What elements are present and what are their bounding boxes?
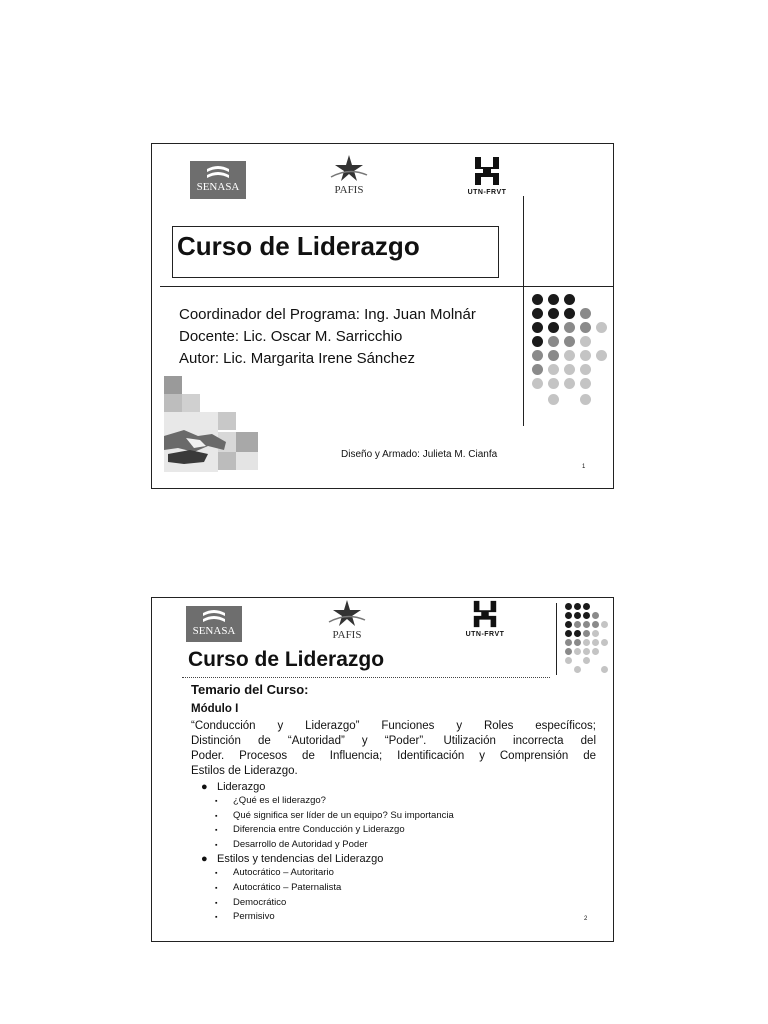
utn-mark-icon [472, 155, 502, 187]
senasa-logo [186, 606, 242, 642]
design-credit: Diseño y Armado: Julieta M. Cianfa [341, 449, 498, 460]
dot [580, 378, 591, 389]
utn-logo-text: UTN-FRVT [465, 631, 505, 638]
title-box [172, 226, 499, 278]
dot [548, 350, 559, 361]
dot [592, 648, 599, 655]
dot [565, 603, 572, 610]
dot [564, 294, 575, 305]
handshake-icon [164, 416, 230, 472]
dot [592, 630, 599, 637]
utn-mark-icon [471, 599, 499, 629]
handshake-mosaic-image [164, 376, 262, 474]
senasa-mark-icon [201, 609, 227, 625]
vertical-divider [523, 196, 524, 426]
paragraph-line: Poder. Procesos de Influencia; Identificación y Comprensión de [191, 750, 596, 762]
dot-grid-decoration [563, 603, 613, 673]
bullet-square-icon: ▪ [215, 899, 218, 907]
dot [580, 394, 591, 405]
dot [532, 294, 543, 305]
subtopic-list [201, 794, 596, 852]
list-item [191, 780, 596, 852]
dot [532, 336, 543, 347]
dot [583, 648, 590, 655]
dot-grid-decoration [530, 294, 610, 409]
list-item [215, 910, 596, 925]
dot [592, 639, 599, 646]
dot [548, 322, 559, 333]
dot [580, 364, 591, 375]
list-item [215, 881, 596, 896]
dot [564, 322, 575, 333]
dot [565, 621, 572, 628]
list-item [215, 896, 596, 911]
dot [583, 639, 590, 646]
slide-2 [151, 597, 614, 942]
dot [574, 612, 581, 619]
topic-label: Liderazgo [217, 781, 266, 793]
list-item [215, 809, 596, 824]
dot [548, 336, 559, 347]
senasa-logo-text: SENASA [192, 625, 236, 637]
dot [574, 630, 581, 637]
pafis-logo [314, 153, 384, 203]
dot [601, 639, 608, 646]
subtopic-label: Permisivo [233, 911, 275, 923]
module-description [191, 719, 596, 779]
dot [564, 350, 575, 361]
dot [580, 308, 591, 319]
pafis-logo-text: PAFIS [334, 184, 364, 196]
bullet-square-icon: ▪ [215, 841, 218, 849]
utn-logo [462, 155, 512, 203]
bullet-square-icon: ▪ [215, 914, 218, 922]
dot [565, 639, 572, 646]
senasa-logo-text: SENASA [196, 181, 240, 193]
subtopic-label: ¿Qué es el liderazgo? [233, 795, 326, 806]
subtopic-label: Democrático [233, 896, 287, 908]
dot [596, 350, 607, 361]
utn-logo-text: UTN-FRVT [467, 189, 507, 196]
bullet-dot-icon: ● [201, 781, 208, 793]
senasa-mark-icon [205, 165, 231, 181]
dot [548, 294, 559, 305]
paragraph-line: Estilos de Liderazgo. [191, 765, 298, 777]
subtopic-label: Autocrático – Autoritario [233, 867, 334, 879]
utn-logo [460, 599, 510, 643]
dot [548, 378, 559, 389]
bullet-square-icon: ▪ [215, 812, 218, 820]
bullet-square-icon: ▪ [215, 798, 218, 805]
dot [580, 336, 591, 347]
dot [532, 378, 543, 389]
module-heading: Módulo I [191, 703, 239, 715]
credits-block [179, 304, 476, 370]
dot [580, 322, 591, 333]
dot [583, 612, 590, 619]
dot [583, 657, 590, 664]
dot [574, 666, 581, 673]
list-item [215, 794, 596, 809]
subtopic-label: Qué significa ser líder de un equipo? Su importancia [233, 809, 454, 821]
teacher-line: Docente: Lic. Oscar M. Sarricchio [179, 328, 403, 345]
list-item [191, 852, 596, 924]
dot [574, 603, 581, 610]
paragraph-line: Distinción de “Autoridad” y “Poder”. Utilización incorrecta del [191, 735, 596, 747]
topic-list [191, 780, 596, 925]
content-block [191, 682, 596, 925]
slide-1 [151, 143, 614, 489]
dot [532, 350, 543, 361]
dot [583, 603, 590, 610]
dot [574, 621, 581, 628]
dot [601, 621, 608, 628]
slide-title: Curso de Liderazgo [177, 231, 420, 261]
dot [583, 621, 590, 628]
dot [583, 630, 590, 637]
dot [574, 648, 581, 655]
dot [596, 322, 607, 333]
page-number: 2 [584, 916, 588, 922]
page-number: 1 [582, 464, 586, 470]
slide-title: Curso de Liderazgo [188, 648, 385, 671]
subtopic-label: Desarrollo de Autoridad y Poder [233, 838, 368, 850]
dot [592, 612, 599, 619]
dot [532, 308, 543, 319]
dot [565, 630, 572, 637]
dot [601, 666, 608, 673]
dot [532, 322, 543, 333]
paragraph-line: “Conducción y Liderazgo” Funciones y Roles específicos; [191, 720, 596, 732]
vertical-divider [556, 603, 557, 675]
pafis-logo [312, 598, 382, 646]
bullet-square-icon: ▪ [215, 827, 218, 835]
pafis-star-icon [327, 598, 367, 628]
subtopic-label: Autocrático – Paternalista [233, 881, 342, 893]
dot [565, 612, 572, 619]
dot [564, 378, 575, 389]
pafis-logo-text: PAFIS [332, 629, 362, 641]
coordinator-line: Coordinador del Programa: Ing. Juan Molnár [179, 306, 476, 323]
title-rule [160, 286, 614, 287]
dot [592, 621, 599, 628]
bullet-dot-icon: ● [201, 853, 208, 866]
subtopic-list [201, 866, 596, 924]
dot [565, 648, 572, 655]
dot [565, 657, 572, 664]
topic-label: Estilos y tendencias del Liderazgo [217, 853, 384, 866]
subtopic-label: Diferencia entre Conducción y Liderazgo [233, 824, 405, 836]
dot [580, 350, 591, 361]
author-line: Autor: Lic. Margarita Irene Sánchez [179, 350, 415, 367]
senasa-logo [190, 161, 246, 199]
dot [564, 336, 575, 347]
list-item [215, 866, 596, 881]
dot [564, 308, 575, 319]
course-outline-heading: Temario del Curso: [191, 682, 309, 697]
list-item [215, 823, 596, 838]
dot [564, 364, 575, 375]
dot [532, 364, 543, 375]
dot [548, 394, 559, 405]
list-item [215, 838, 596, 853]
bullet-square-icon: ▪ [215, 870, 218, 878]
dot [574, 639, 581, 646]
title-rule [182, 677, 550, 678]
bullet-square-icon: ▪ [215, 884, 218, 892]
pafis-star-icon [329, 153, 369, 183]
dot [548, 364, 559, 375]
dot [548, 308, 559, 319]
